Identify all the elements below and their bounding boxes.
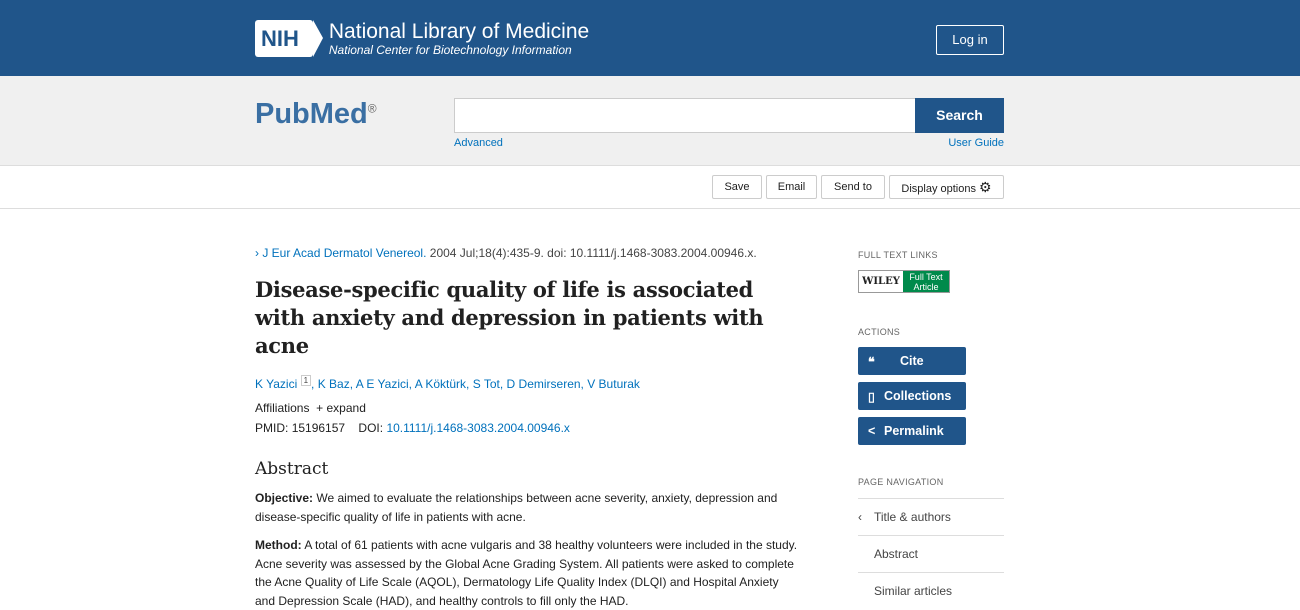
search-input[interactable] bbox=[454, 98, 916, 133]
cite-button[interactable] bbox=[858, 347, 966, 375]
gear-icon: ⚙ bbox=[979, 179, 992, 195]
search-button[interactable]: Search bbox=[915, 98, 1004, 133]
author-link[interactable]: S Tot bbox=[472, 377, 500, 391]
wiley-full-text-link[interactable] bbox=[858, 270, 950, 293]
nih-header bbox=[0, 0, 1300, 76]
nav-title-authors[interactable] bbox=[858, 498, 1004, 535]
permalink-button[interactable] bbox=[858, 417, 966, 445]
collections-button[interactable] bbox=[858, 382, 966, 410]
author-list: K Yazici $^1$ , K Baz, A E Yazici, A Köktürk, S Tot, D Demirseren, V Buturak bbox=[255, 376, 640, 391]
cite-label: Cite bbox=[900, 354, 924, 368]
author-link[interactable]: D Demirseren bbox=[506, 377, 581, 391]
abstract-objective bbox=[255, 489, 800, 526]
citation-text: 2004 Jul;18(4):435-9. doi: 10.1111/j.1468-3083.2004.00946.x. bbox=[426, 246, 757, 260]
nav-abstract[interactable] bbox=[858, 535, 1004, 572]
nih-badge: NIH bbox=[255, 20, 313, 57]
author-link[interactable]: K Yazici bbox=[255, 377, 298, 391]
nav-label: Abstract bbox=[874, 547, 919, 561]
affiliations-label: Affiliations bbox=[255, 401, 310, 415]
search-bar bbox=[0, 76, 1300, 166]
method-label: Method: bbox=[255, 538, 302, 552]
affiliations bbox=[255, 401, 800, 415]
sidebar bbox=[858, 250, 1004, 609]
email-button[interactable]: Email bbox=[766, 175, 817, 199]
identifiers bbox=[255, 421, 800, 435]
full-text-label: Full Text Article bbox=[903, 271, 949, 292]
author-link[interactable]: K Baz bbox=[317, 377, 350, 391]
pmid-value: 15196157 bbox=[291, 421, 346, 435]
chevron-left-icon: ‹ bbox=[858, 510, 862, 524]
nav-label: Similar articles bbox=[874, 584, 953, 598]
page-navigation-heading: PAGE NAVIGATION bbox=[858, 477, 944, 487]
article-main bbox=[255, 246, 800, 610]
pubmed-logo-text: PubMed bbox=[255, 98, 368, 130]
author-link[interactable]: A E Yazici bbox=[355, 377, 409, 391]
collections-label: Collections bbox=[884, 389, 952, 403]
abstract-method bbox=[255, 536, 800, 610]
author-link[interactable]: A Köktürk bbox=[414, 377, 467, 391]
permalink-label: Permalink bbox=[884, 424, 944, 438]
method-text: A total of 61 patients with acne vulgaris and 38 healthy volunteers were included in the study. Acne severity was assessed by the Global Acne Grading System. All patients were asked to complete the Acne Quality of Life Scale (AQOL), Dermatology Life Quality Index (DLQI) and Hospital Anxiety and Depression Scale (HAD), and healthy controls to fill only the HAD. bbox=[255, 538, 798, 608]
journal-link[interactable]: J Eur Acad Dermatol Venereol. bbox=[262, 246, 427, 260]
nav-label: Title & authors bbox=[874, 510, 951, 524]
save-button[interactable]: Save bbox=[712, 175, 762, 199]
expand-affiliations-button[interactable]: + expand bbox=[316, 401, 366, 415]
article-title: Disease-specific quality of life is associated with anxiety and depression in patients with acne bbox=[255, 277, 764, 358]
registered-mark: ® bbox=[367, 101, 377, 116]
nih-logo[interactable] bbox=[255, 20, 589, 57]
ncbi-subtitle: National Center for Biotechnology Information bbox=[328, 42, 572, 57]
author-link[interactable]: V Buturak bbox=[587, 377, 640, 391]
abstract-heading: Abstract bbox=[255, 459, 329, 479]
full-text-links-heading: FULL TEXT LINKS bbox=[858, 250, 938, 260]
bookmark-icon: ▯ bbox=[868, 389, 875, 404]
nlm-title: National Library of Medicine bbox=[328, 19, 590, 43]
journal-citation bbox=[255, 246, 800, 260]
nav-similar-articles[interactable] bbox=[858, 572, 1004, 609]
objective-text: We aimed to evaluate the relationships between acne severity, anxiety, depression and disease-specific quality of life in patients with acne. bbox=[255, 491, 778, 524]
login-button[interactable]: Log in bbox=[936, 25, 1004, 55]
quote-icon: ❝ bbox=[868, 354, 875, 369]
share-icon: < bbox=[868, 424, 876, 438]
display-options-button[interactable] bbox=[889, 175, 1004, 199]
send-to-button[interactable]: Send to bbox=[821, 175, 885, 199]
affiliation-ref[interactable]: 1 bbox=[301, 375, 311, 386]
doi-link[interactable]: 10.1111/j.1468-3083.2004.00946.x bbox=[386, 421, 570, 435]
advanced-search-link[interactable]: Advanced bbox=[454, 137, 503, 149]
toolbar bbox=[0, 166, 1300, 209]
display-options-label: Display options bbox=[901, 183, 976, 195]
wiley-logo: WILEY bbox=[862, 276, 900, 287]
actions-heading: ACTIONS bbox=[858, 327, 901, 337]
pmid-label: PMID: bbox=[255, 421, 289, 435]
objective-label: Objective: bbox=[255, 491, 314, 505]
doi-label: DOI: bbox=[358, 421, 384, 435]
user-guide-link[interactable]: User Guide bbox=[948, 137, 1004, 149]
pubmed-logo[interactable] bbox=[255, 98, 377, 131]
chevron-right-icon: › bbox=[255, 246, 259, 260]
